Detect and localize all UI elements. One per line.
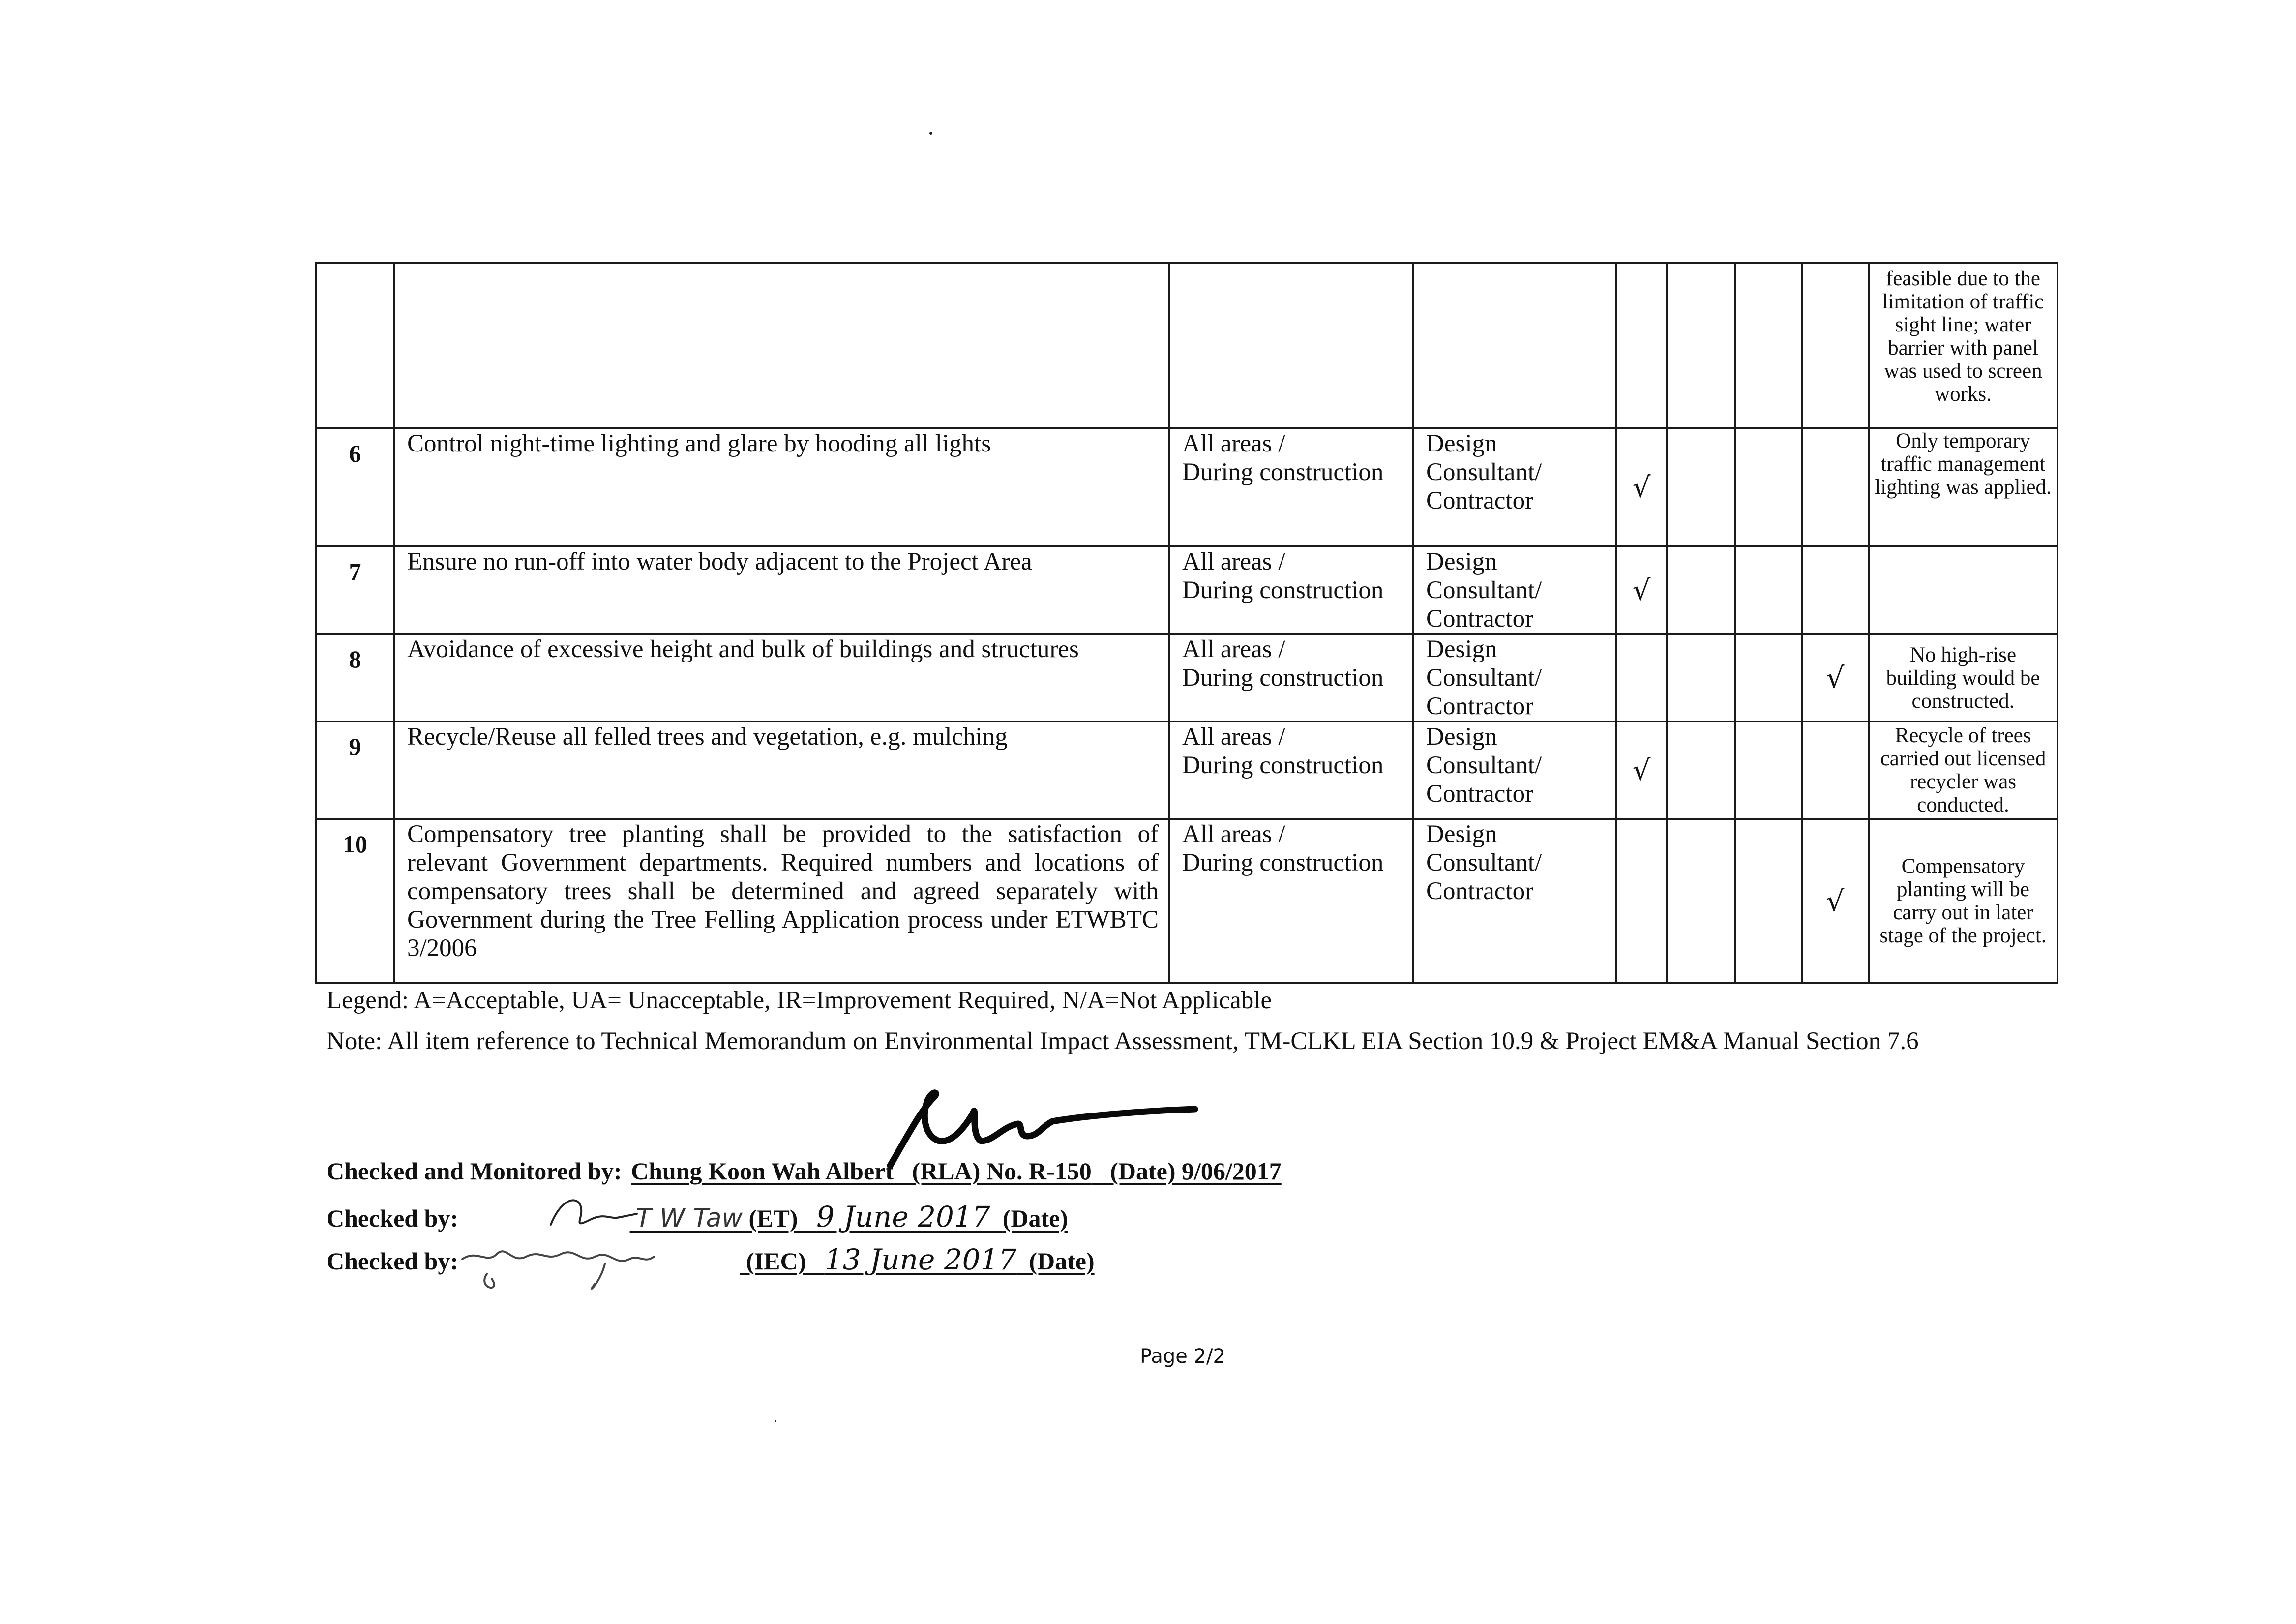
signoff-et-name: T W Taw [636, 1203, 743, 1233]
location-timing-cell-text: All areas / During construction [1182, 723, 1384, 779]
compliance-table [315, 262, 2058, 984]
item-number-cell [316, 428, 394, 546]
item-number-cell [316, 546, 394, 634]
status-check-cell [1616, 546, 1667, 634]
remark-cell [1869, 722, 2057, 819]
item-number-cell [316, 722, 394, 819]
signoff-rla-name: Chung Koon Wah Albert [631, 1157, 894, 1185]
location-timing-cell [1169, 634, 1413, 722]
remark-cell [1869, 263, 2057, 428]
signoff-iec-date: 13 June 2017 [824, 1243, 1017, 1276]
location-timing-cell-text: All areas / During construction [1182, 430, 1384, 486]
measure-description-cell-text: Recycle/Reuse all felled trees and vegetation, e.g. mulching [407, 723, 1008, 751]
signoff-rla-role: (RLA) No. R-150 [912, 1157, 1092, 1185]
status-check-cell [1802, 263, 1869, 428]
status-check-cell-text: √ [1826, 884, 1845, 918]
location-timing-cell [1169, 722, 1413, 819]
item-number-cell-text: 6 [349, 440, 361, 467]
signoff-et-role: (ET) [748, 1204, 798, 1232]
status-check-cell-text: √ [1632, 573, 1651, 607]
status-check-cell [1735, 428, 1802, 546]
signoff-iec-role: (IEC) [746, 1247, 806, 1275]
status-check-cell-text: √ [1826, 661, 1845, 694]
remark-cell [1869, 428, 2057, 546]
note-text: Note: All item reference to Technical Memorandum on Environmental Impact Assessment, TM-CLKL EIA Section 10.9 & Project EM&A Manual Section 7.6 [327, 1027, 1919, 1055]
signoff-et-label: Checked by: [327, 1204, 459, 1232]
status-check-cell [1802, 634, 1869, 722]
signoff-rla [327, 1157, 1282, 1185]
status-check-cell [1735, 819, 1802, 983]
implementation-agent-cell-text: Design Consultant/ Contractor [1426, 723, 1542, 808]
location-timing-cell [1169, 819, 1413, 983]
implementation-agent-cell-text: Design Consultant/ Contractor [1426, 820, 1542, 905]
status-check-cell [1802, 428, 1869, 546]
status-check-cell [1616, 634, 1667, 722]
status-check-cell [1802, 819, 1869, 983]
measure-description-cell [394, 819, 1169, 983]
scan-speck [929, 132, 932, 135]
item-number-cell-text [317, 264, 393, 274]
table-row [316, 546, 2057, 634]
table-row [316, 819, 2057, 983]
location-timing-cell-text: All areas / During construction [1182, 820, 1384, 876]
status-check-cell [1616, 819, 1667, 983]
status-check-cell [1735, 634, 1802, 722]
item-number-cell-text: 8 [349, 645, 361, 673]
implementation-agent-cell-text: Design Consultant/ Contractor [1426, 548, 1542, 632]
status-check-cell [1616, 263, 1667, 428]
remark-cell [1869, 546, 2057, 634]
table-row [316, 634, 2057, 722]
status-check-cell [1616, 428, 1667, 546]
location-timing-cell [1169, 546, 1413, 634]
scan-speck [775, 1420, 776, 1422]
table-row [316, 263, 2057, 428]
status-check-cell [1667, 546, 1735, 634]
implementation-agent-cell [1413, 428, 1616, 546]
location-timing-cell-text: All areas / During construction [1182, 635, 1384, 692]
table-row [316, 428, 2057, 546]
measure-description-cell [394, 428, 1169, 546]
status-check-cell [1735, 722, 1802, 819]
remark-cell [1869, 819, 2057, 983]
measure-description-cell-text: Control night-time lighting and glare by hooding all lights [407, 430, 991, 457]
status-check-cell [1667, 634, 1735, 722]
signoff-rla-label: Checked and Monitored by: [327, 1157, 622, 1185]
measure-description-cell-text: Ensure no run-off into water body adjacent to the Project Area [407, 548, 1032, 575]
location-timing-cell-text: All areas / During construction [1182, 548, 1384, 604]
remark-cell-text: feasible due to the limitation of traffic sight line; water barrier with panel was used to screen works. [1882, 267, 2044, 406]
status-check-cell-text: √ [1632, 753, 1651, 787]
status-check-cell-text: √ [1632, 470, 1651, 504]
implementation-agent-cell [1413, 546, 1616, 634]
item-number-cell [316, 634, 394, 722]
signoff-rla-date: (Date) 9/06/2017 [1110, 1157, 1282, 1185]
item-number-cell-text: 9 [349, 733, 361, 760]
measure-description-cell [394, 546, 1169, 634]
remark-cell-text: Only temporary traffic management lighting was applied. [1875, 429, 2052, 499]
remark-cell-text: Recycle of trees carried out licensed recycler was conducted. [1880, 724, 2046, 816]
item-number-cell [316, 263, 394, 428]
remark-cell [1869, 634, 2057, 722]
status-check-cell [1735, 546, 1802, 634]
table-row [316, 722, 2057, 819]
item-number-cell [316, 819, 394, 983]
signoff-iec-date-label: (Date) [1029, 1247, 1095, 1275]
implementation-agent-cell [1413, 819, 1616, 983]
signoff-iec-label: Checked by: [327, 1247, 459, 1275]
implementation-agent-cell [1413, 263, 1616, 428]
page-number: Page 2/2 [1140, 1345, 1225, 1368]
legend-text: Legend: A=Acceptable, UA= Unacceptable, IR=Improvement Required, N/A=Not Applicable [327, 987, 1272, 1014]
measure-description-cell [394, 722, 1169, 819]
location-timing-cell [1169, 428, 1413, 546]
remark-cell-text: Compensatory planting will be carry out in later stage of the project. [1879, 855, 2047, 947]
status-check-cell [1735, 263, 1802, 428]
measure-description-cell [394, 263, 1169, 428]
implementation-agent-cell-text: Design Consultant/ Contractor [1426, 430, 1542, 514]
status-check-cell [1667, 722, 1735, 819]
remark-cell-text: No high-rise building would be constructed. [1886, 643, 2040, 713]
location-timing-cell [1169, 263, 1413, 428]
measure-description-cell-text: Avoidance of excessive height and bulk of buildings and structures [407, 635, 1079, 663]
implementation-agent-cell [1413, 634, 1616, 722]
status-check-cell [1667, 428, 1735, 546]
status-check-cell [1616, 722, 1667, 819]
measure-description-cell [394, 634, 1169, 722]
implementation-agent-cell-text: Design Consultant/ Contractor [1426, 635, 1542, 720]
signoff-et-date: 9 June 2017 [816, 1200, 990, 1233]
status-check-cell [1667, 263, 1735, 428]
measure-description-cell-text: Compensatory tree planting shall be provided to the satisfaction of relevant Government departments. Required numbers and locations of compensatory trees shall be determined and agreed separately with Government during the Tree Felling Application process under ETWBTC 3/2006 [407, 820, 1159, 962]
status-check-cell [1802, 546, 1869, 634]
status-check-cell [1802, 722, 1869, 819]
signoff-et-date-label: (Date) [1002, 1204, 1068, 1232]
item-number-cell-text: 7 [349, 558, 361, 585]
status-check-cell [1667, 819, 1735, 983]
implementation-agent-cell [1413, 722, 1616, 819]
signoff-iec [327, 1243, 1095, 1276]
item-number-cell-text: 10 [343, 830, 367, 858]
signoff-et [327, 1200, 1068, 1233]
